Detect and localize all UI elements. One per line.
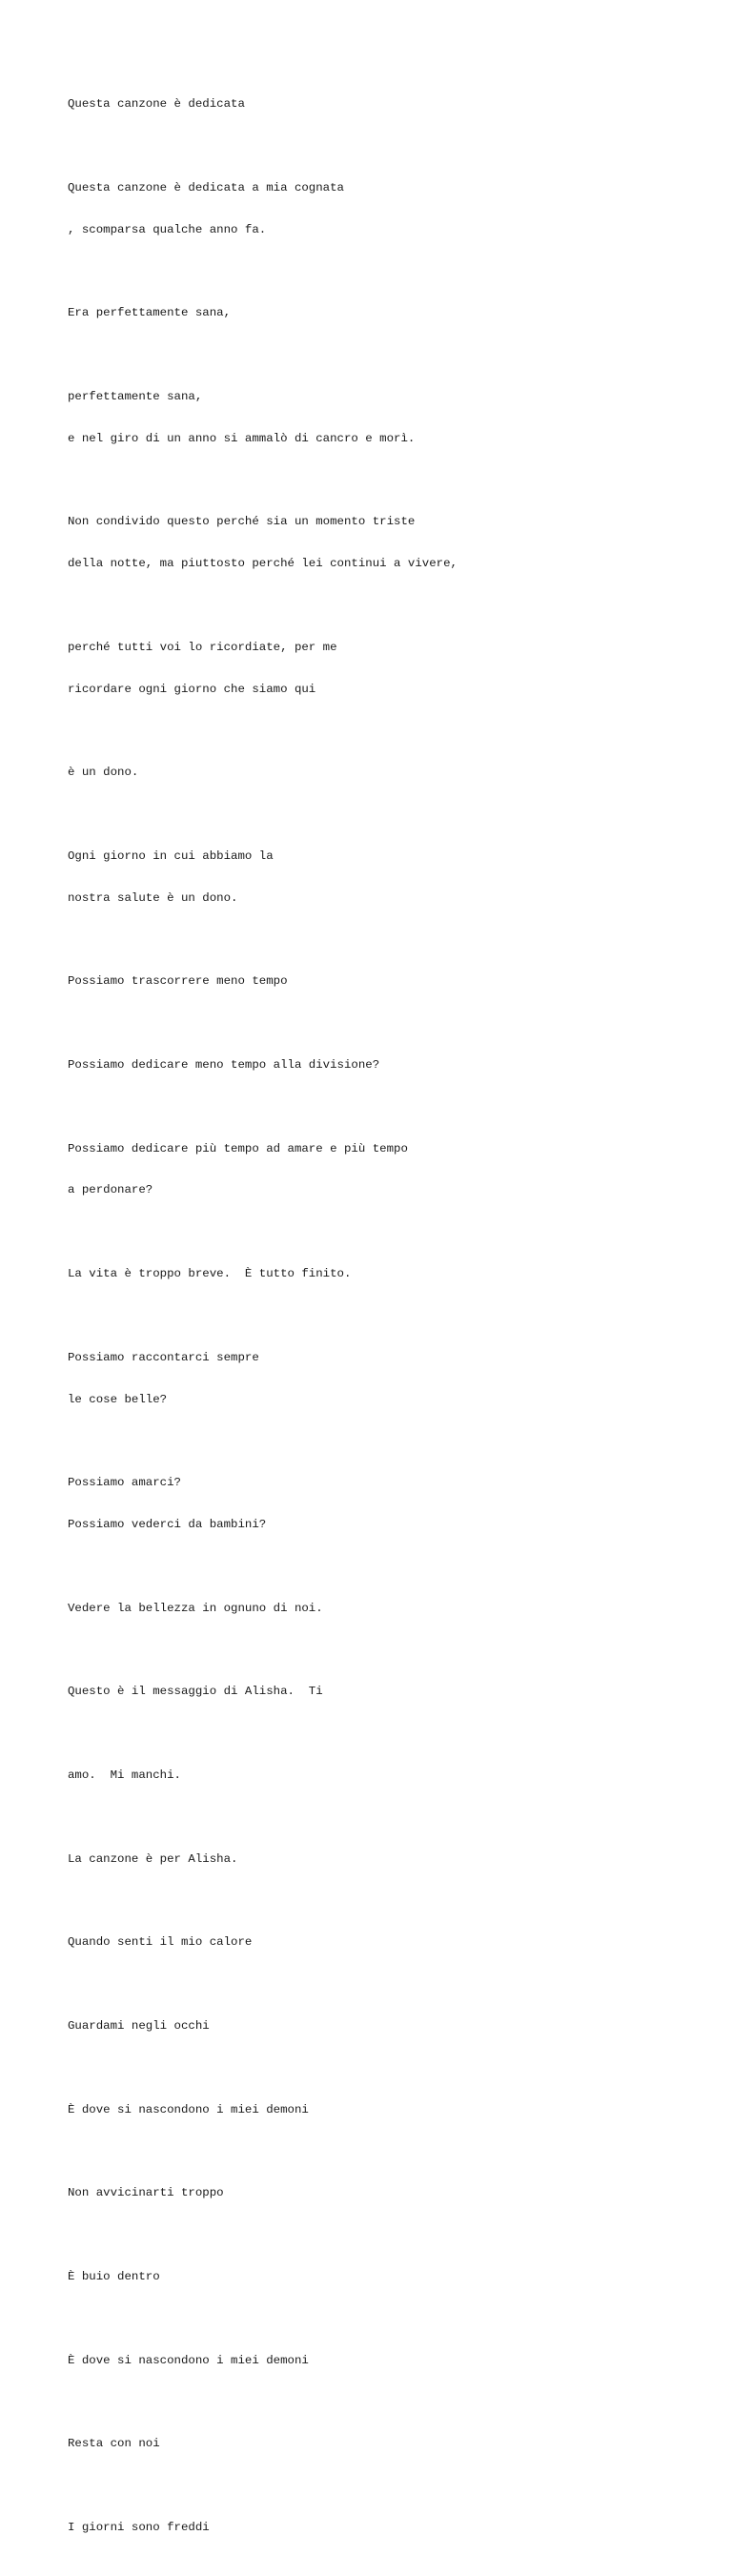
- paragraph: [68, 1992, 716, 2061]
- paragraph: [68, 2075, 716, 2144]
- text-line: nostra salute è un dono.: [68, 890, 238, 905]
- paragraph: [68, 2493, 716, 2563]
- text-line: perché tutti voi lo ricordiate, per me: [68, 640, 337, 654]
- paragraph: [68, 1741, 716, 1810]
- text-line: Questa canzone è dedicata a mia cognata: [68, 180, 344, 194]
- text-line: I giorni sono freddi: [68, 2520, 210, 2534]
- text-line: della notte, ma piuttosto perché lei continui a vivere,: [68, 557, 458, 571]
- paragraph: [68, 1908, 716, 1977]
- text-line: Resta con noi: [68, 2437, 160, 2451]
- text-line: Ogni giorno in cui abbiamo la: [68, 848, 274, 863]
- paragraph: [68, 2158, 716, 2228]
- paragraph: [68, 1323, 716, 1435]
- text-line: le cose belle?: [68, 1392, 168, 1406]
- text-line: È dove si nascondono i miei demoni: [68, 2353, 309, 2367]
- paragraph: [68, 2409, 716, 2479]
- text-line: Questa canzone è dedicata: [68, 97, 245, 112]
- text-line: Possiamo raccontarci sempre: [68, 1350, 259, 1364]
- text-line: Possiamo vederci da bambini?: [68, 1517, 267, 1531]
- text-line: Guardami negli occhi: [68, 2018, 210, 2033]
- paragraph: [68, 947, 716, 1016]
- paragraph: [68, 1448, 716, 1560]
- text-line: perfettamente sana,: [68, 389, 203, 403]
- text-line: Vedere la bellezza in ognuno di noi.: [68, 1601, 323, 1615]
- paragraph: [68, 70, 716, 139]
- text-line: Quando senti il mio calore: [68, 1935, 253, 1950]
- paragraph: [68, 278, 716, 348]
- text-line: Possiamo dedicare meno tempo alla divisione?: [68, 1058, 380, 1072]
- paragraph: [68, 1239, 716, 1309]
- text-line: La canzone è per Alisha.: [68, 1851, 238, 1866]
- text-line: è un dono.: [68, 766, 139, 780]
- paragraph: [68, 2242, 716, 2312]
- paragraph: [68, 1573, 716, 1643]
- text-line: Possiamo trascorrere meno tempo: [68, 974, 288, 989]
- text-line: e nel giro di un anno si ammalò di cancro e morì.: [68, 431, 416, 445]
- paragraph: [68, 153, 716, 265]
- paragraph: [68, 822, 716, 933]
- paragraph: [68, 487, 716, 599]
- text-line: È dove si nascondono i miei demoni: [68, 2102, 309, 2116]
- text-line: Era perfettamente sana,: [68, 306, 232, 320]
- text-line: Questo è il messaggio di Alisha. Ti: [68, 1685, 323, 1699]
- text-line: , scomparsa qualche anno fa.: [68, 222, 267, 236]
- paragraph: [68, 738, 716, 808]
- paragraph: [68, 2325, 716, 2395]
- paragraph: [68, 362, 716, 474]
- text-line: ricordare ogni giorno che siamo qui: [68, 682, 316, 696]
- text-line: La vita è troppo breve. È tutto finito.: [68, 1267, 352, 1281]
- text-line: Non condivido questo perché sia un momento triste: [68, 515, 416, 529]
- paragraph: [68, 613, 716, 725]
- text-line: Non avvicinarti troppo: [68, 2186, 224, 2200]
- paragraph: [68, 1657, 716, 1727]
- text-line: Possiamo amarci?: [68, 1476, 181, 1490]
- document-page: [68, 70, 716, 2576]
- paragraph: [68, 1824, 716, 1893]
- text-line: a perdonare?: [68, 1183, 153, 1197]
- paragraph: [68, 1114, 716, 1225]
- text-line: amo. Mi manchi.: [68, 1768, 181, 1782]
- text-line: Possiamo dedicare più tempo ad amare e più tempo: [68, 1141, 408, 1155]
- paragraph: [68, 1031, 716, 1100]
- text-line: È buio dentro: [68, 2269, 160, 2283]
